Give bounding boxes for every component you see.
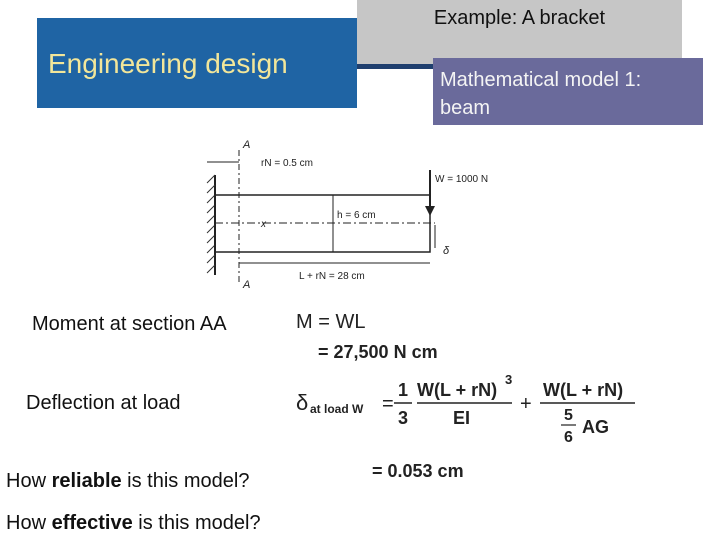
label-l: L + rN = 28 cm	[299, 271, 365, 282]
label-x: x	[261, 219, 266, 230]
frac2-numerator: W(L + rN)	[417, 380, 498, 400]
moment-eq-line1: M = WL	[296, 311, 366, 333]
reliable-question	[6, 470, 249, 493]
frac3-den-ag: AG	[582, 417, 609, 437]
equations	[290, 300, 670, 490]
moment-label: Moment at section AA	[32, 313, 227, 335]
model-label-line2: beam	[440, 97, 491, 119]
reliable-word: reliable	[51, 470, 122, 492]
effective-prefix: How	[6, 512, 52, 534]
wall-hatching	[207, 175, 215, 273]
header-divider	[357, 64, 437, 69]
load-arrowhead	[425, 206, 435, 216]
frac2-denominator: EI	[453, 408, 471, 428]
effective-question	[6, 512, 261, 535]
frac1-numerator: 1	[398, 380, 409, 400]
header-title: Example: A bracket	[433, 7, 606, 29]
deflection-result: = 0.053 cm	[372, 461, 464, 481]
frac3-den-denominator: 6	[564, 429, 573, 446]
frac3-den-numerator: 5	[564, 407, 573, 424]
label-delta: δ	[443, 245, 450, 257]
delta-subscript: at load W	[310, 402, 364, 416]
equals-sign: =	[382, 393, 394, 415]
delta-symbol: δ	[296, 390, 309, 415]
effective-suffix: is this model?	[132, 512, 261, 534]
label-h: h = 6 cm	[337, 210, 376, 221]
frac3-numerator: W(L + rN)	[543, 380, 624, 400]
reliable-suffix: is this model?	[121, 470, 250, 492]
bracket-diagram	[195, 130, 535, 300]
slide-title: Engineering design	[48, 48, 288, 79]
model-label-line1: Mathematical model 1:	[440, 69, 642, 91]
frac1-denominator: 3	[398, 408, 409, 428]
label-rn: rN = 0.5 cm	[261, 158, 313, 169]
effective-word: effective	[51, 512, 133, 534]
reliable-prefix: How	[6, 470, 52, 492]
frac2-exponent: 3	[505, 372, 513, 387]
label-a-bottom: A	[243, 279, 251, 291]
label-a-top: A	[243, 139, 251, 151]
label-w: W = 1000 N	[435, 174, 489, 185]
plus-sign: +	[520, 393, 532, 415]
model-label	[440, 66, 695, 122]
deflection-label: Deflection at load	[26, 392, 181, 414]
moment-eq-line2: = 27,500 N cm	[318, 342, 438, 362]
